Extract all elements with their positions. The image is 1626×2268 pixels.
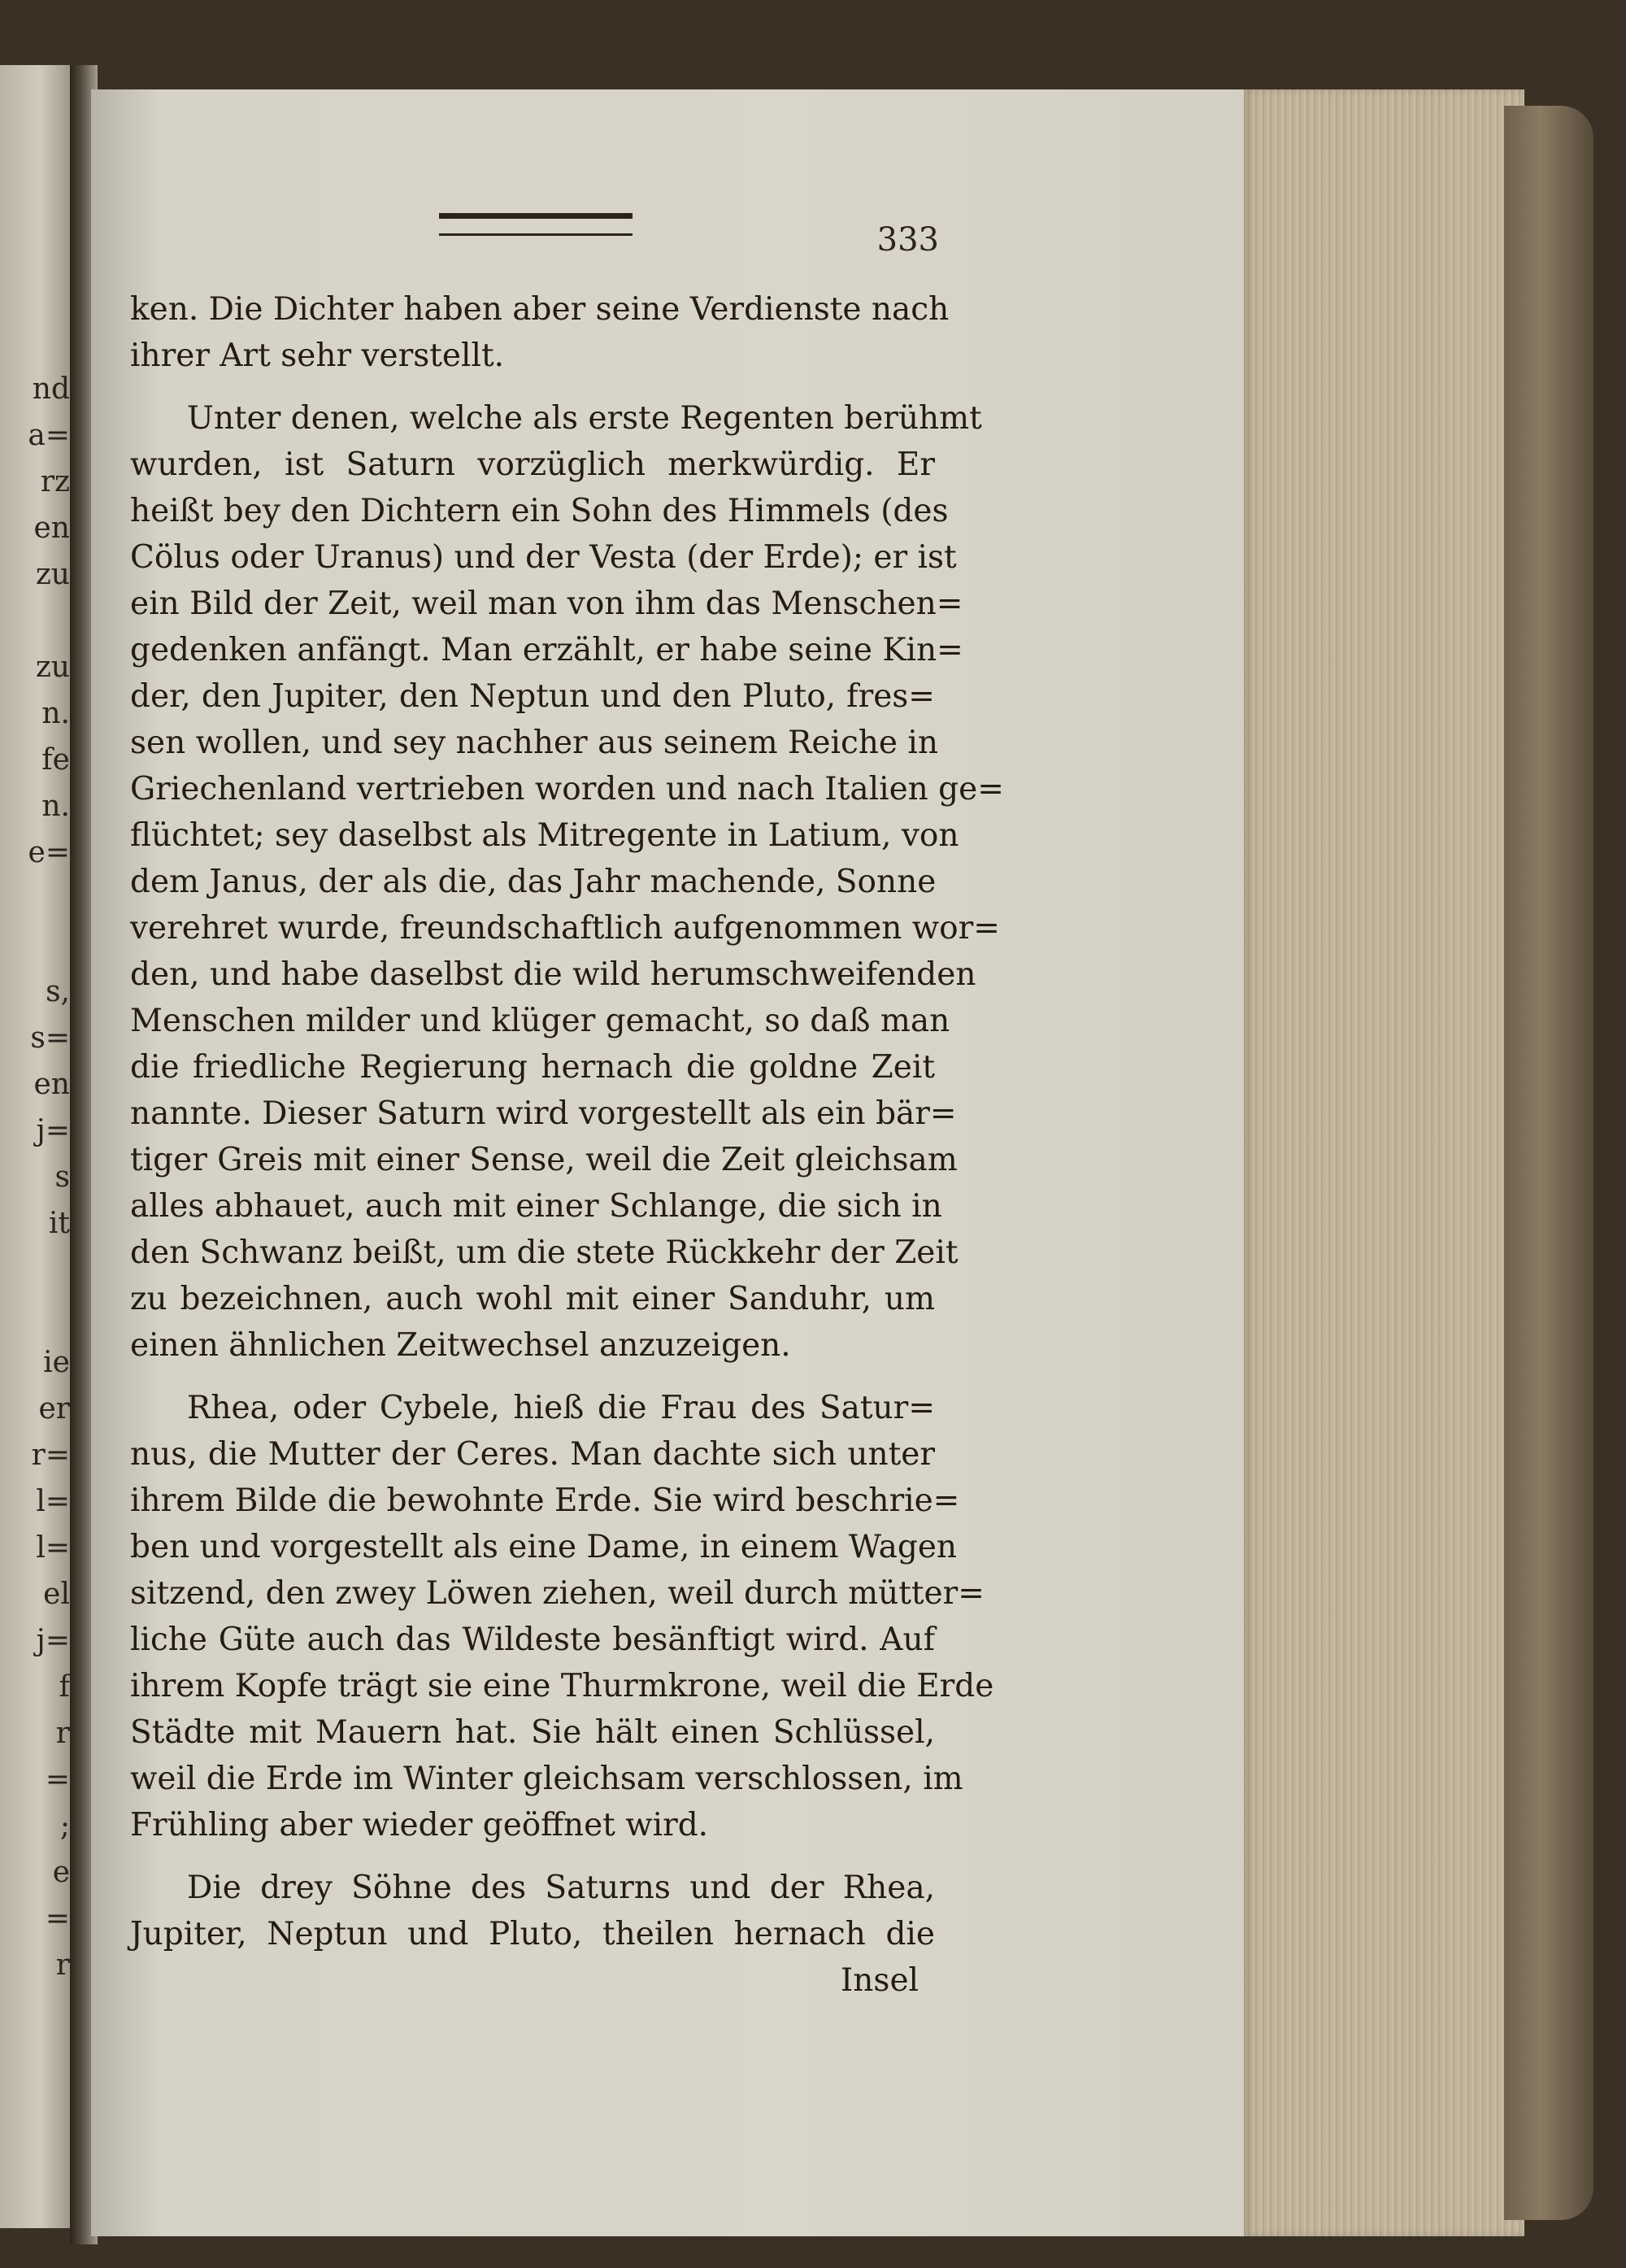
text-line: ken. Die Dichter haben aber seine Verdienste nach xyxy=(130,291,950,328)
page-number: 333 xyxy=(876,221,939,259)
left-fragment xyxy=(0,876,73,922)
left-fragment: l= xyxy=(36,1485,70,1518)
text-line: zu bezeichnen, auch wohl mit einer Sanduhr, um xyxy=(130,1281,935,1317)
left-fragment: = xyxy=(45,1902,70,1935)
left-fragment: el xyxy=(43,1578,70,1611)
left-fragment xyxy=(0,1247,73,1293)
text-line: ihrem Kopfe trägt sie eine Thurmkrone, weil die Erde xyxy=(130,1668,994,1704)
left-fragment: ; xyxy=(59,1809,70,1843)
catchword: Insel xyxy=(840,1962,919,1999)
left-fragment: r= xyxy=(31,1439,70,1472)
left-fragment: e xyxy=(52,1856,70,1889)
text-line: die friedliche Regierung hernach die goldne Zeit xyxy=(130,1049,935,1086)
left-fragment: ie xyxy=(43,1346,70,1379)
text-line: einen ähnlichen Zeitwechsel anzuzeigen. xyxy=(130,1327,791,1364)
body-text xyxy=(130,286,1004,2004)
left-fragment: n. xyxy=(41,697,70,730)
text-line: ihrer Art sehr verstellt. xyxy=(130,337,505,374)
text-line: ihrem Bilde die bewohnte Erde. Sie wird beschrie= xyxy=(130,1482,960,1519)
left-fragment: s= xyxy=(30,1021,70,1055)
text-line: sen wollen, und sey nachher aus seinem Reiche in xyxy=(130,725,938,761)
left-fragment: = xyxy=(45,1763,70,1796)
text-line: Cölus oder Uranus) und der Vesta (der Erde); er ist xyxy=(130,539,957,576)
paragraph xyxy=(130,395,1004,1369)
left-fragment: fe xyxy=(41,743,70,777)
text-line: Menschen milder und klüger gemacht, so daß man xyxy=(130,1003,950,1039)
left-fragment xyxy=(0,598,73,644)
left-fragment: j= xyxy=(36,1114,70,1147)
left-fragment: f xyxy=(59,1670,70,1704)
book-cover-edge xyxy=(1504,106,1593,2220)
text-line: Rhea, oder Cybele, hieß die Frau des Satur= xyxy=(187,1390,935,1426)
left-fragment: rz xyxy=(40,465,70,498)
text-line: nus, die Mutter der Ceres. Man dachte sich unter xyxy=(130,1436,935,1473)
text-line: wurden, ist Saturn vorzüglich merkwürdig. Er xyxy=(130,446,935,483)
text-line: nannte. Dieser Saturn wird vorgestellt als ein bär= xyxy=(130,1095,957,1132)
left-fragment xyxy=(0,1293,73,1339)
text-line: verehret wurde, freundschaftlich aufgenommen wor= xyxy=(130,910,1000,947)
text-line: Frühling aber wieder geöffnet wird. xyxy=(130,1807,709,1844)
left-fragment: en xyxy=(33,1068,70,1101)
left-fragment: n. xyxy=(41,790,70,823)
left-page-fragments xyxy=(0,366,73,1988)
left-fragment: e= xyxy=(28,836,70,869)
left-fragment: j= xyxy=(36,1624,70,1657)
left-fragment: en xyxy=(33,511,70,545)
left-fragment: r xyxy=(55,1948,70,1982)
header-rule xyxy=(439,213,633,236)
left-page-edge xyxy=(0,65,73,2228)
text-line: sitzend, den zwey Löwen ziehen, weil durch mütter= xyxy=(130,1575,985,1612)
left-fragment xyxy=(0,922,73,969)
text-line: Unter denen, welche als erste Regenten berühmt xyxy=(187,400,982,437)
page-edges xyxy=(1244,89,1524,2236)
left-fragment: it xyxy=(49,1207,70,1240)
left-fragment: a= xyxy=(28,419,70,452)
text-line: heißt bey den Dichtern ein Sohn des Himmels (des xyxy=(130,493,949,529)
left-fragment: r xyxy=(55,1717,70,1750)
text-line: Griechenland vertrieben worden und nach Italien ge= xyxy=(130,771,1004,808)
left-fragment: s, xyxy=(46,975,70,1008)
left-fragment: zu xyxy=(35,558,70,591)
text-line: den, und habe daselbst die wild herumschweifenden xyxy=(130,956,976,993)
text-line: Jupiter, Neptun und Pluto, theilen hernach die xyxy=(130,1916,935,1952)
text-line: alles abhauet, auch mit einer Schlange, die sich in xyxy=(130,1188,942,1225)
left-fragment: nd xyxy=(32,372,70,406)
text-line: gedenken anfängt. Man erzählt, er habe seine Kin= xyxy=(130,632,963,668)
paragraph xyxy=(130,1865,935,1957)
left-fragment: er xyxy=(38,1392,70,1426)
text-line: Städte mit Mauern hat. Sie hält einen Schlüssel, xyxy=(130,1714,935,1751)
text-line: weil die Erde im Winter gleichsam verschlossen, im xyxy=(130,1761,963,1797)
text-line: ein Bild der Zeit, weil man von ihm das Menschen= xyxy=(130,586,963,622)
text-line: flüchtet; sey daselbst als Mitregente in Latium, von xyxy=(130,817,959,854)
left-fragment: zu xyxy=(35,651,70,684)
text-line: liche Güte auch das Wildeste besänftigt wird. Auf xyxy=(130,1622,935,1658)
text-line: den Schwanz beißt, um die stete Rückkehr der Zeit xyxy=(130,1234,959,1271)
text-line: Die drey Söhne des Saturns und der Rhea, xyxy=(187,1870,935,1906)
left-fragment: s xyxy=(54,1160,70,1194)
left-fragment: l= xyxy=(36,1531,70,1565)
text-line: der, den Jupiter, den Neptun und den Pluto, fres= xyxy=(130,678,935,715)
text-line: dem Janus, der als die, das Jahr machende, Sonne xyxy=(130,864,937,900)
paragraph xyxy=(130,1385,994,1848)
text-line: ben und vorgestellt als eine Dame, in einem Wagen xyxy=(130,1529,958,1565)
paragraph xyxy=(130,286,950,379)
text-line: tiger Greis mit einer Sense, weil die Zeit gleichsam xyxy=(130,1142,958,1178)
